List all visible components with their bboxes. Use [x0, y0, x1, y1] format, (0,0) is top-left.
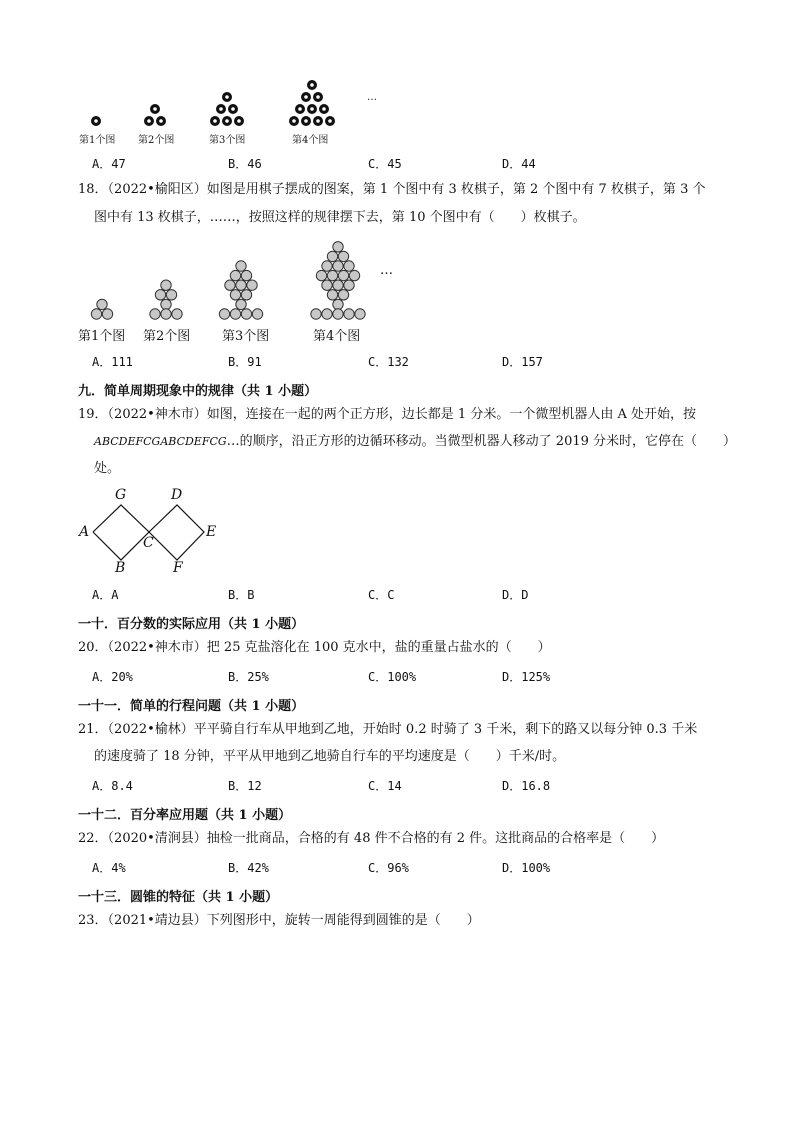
- q18-caption-2: 第2个图: [143, 329, 191, 344]
- q18-option-d[interactable]: D．157: [502, 355, 543, 369]
- q19-option-a[interactable]: A．A: [92, 588, 119, 602]
- q19-label-g: G: [115, 487, 127, 503]
- q19-label-e: E: [206, 524, 217, 540]
- q19-label-d: D: [171, 487, 183, 503]
- q17-caption-4: 第4个图: [292, 135, 329, 146]
- q23-text-line-1: 23．（2021•靖边县）下列图形中，旋转一周能得到圆锥的是（ ）: [78, 913, 480, 928]
- q17-caption-3: 第3个图: [209, 135, 246, 146]
- q18-option-b[interactable]: B．91: [228, 355, 262, 369]
- q20-option-c[interactable]: C．100%: [368, 670, 417, 684]
- q22-option-a[interactable]: A．4%: [92, 861, 126, 875]
- q18-text-line-2: 图中有 13 枚棋子，……，按照这样的规律摆下去，第 10 个图中有（ ）枚棋子。: [94, 210, 586, 225]
- q18-text-line-1: 18．（2022•榆阳区）如图是用棋子摆成的图案，第 1 个图中有 3 枚棋子，第 2 个图中有 7 枚棋子，第 3 个: [78, 182, 706, 197]
- q19-label-a: A: [79, 524, 90, 540]
- q18-caption-1: 第1个图: [78, 329, 126, 344]
- q19-sequence: ABCDEFCGABCDEFCG: [94, 435, 227, 448]
- section-13-heading: 一十三．圆锥的特征（共 1 小题）: [78, 890, 279, 905]
- q22-option-c[interactable]: C．96%: [368, 861, 409, 875]
- q19-left-square: [93, 505, 149, 560]
- q19-option-d[interactable]: D．D: [502, 588, 529, 602]
- q19-text-line-3: 处。: [94, 461, 121, 476]
- q17-option-a[interactable]: A．47: [92, 157, 126, 171]
- q17-ellipsis: …: [367, 92, 377, 103]
- q19-label-c: C: [143, 535, 154, 551]
- q21-option-a[interactable]: A．8.4: [92, 779, 133, 793]
- q17-caption-1: 第1个图: [79, 135, 116, 146]
- q20-option-d[interactable]: D．125%: [502, 670, 551, 684]
- q19-label-b: B: [115, 560, 126, 576]
- q18-option-a[interactable]: A．111: [92, 355, 133, 369]
- q17-option-b[interactable]: B．46: [228, 157, 262, 171]
- q22-text-line-1: 22．（2020•清涧县）抽检一批商品，合格的有 48 件不合格的有 2 件。这批商品的合格率是（ ）: [78, 831, 665, 846]
- q18-ellipsis: …: [380, 263, 393, 278]
- q20-option-b[interactable]: B．25%: [228, 670, 269, 684]
- q19-right-square: [149, 505, 204, 560]
- q18-caption-3: 第3个图: [222, 329, 270, 344]
- q21-option-d[interactable]: D．16.8: [502, 779, 551, 793]
- q21-text-line-1: 21．（2022•榆林）平平骑自行车从甲地到乙地，开始时 0.2 时骑了 3 千米，剩下的路又以每分钟 0.3 千米: [78, 722, 698, 737]
- q19-text-line-1: 19．（2022•神木市）如图，连接在一起的两个正方形，边长都是 1 分米。一个微型机器人由 A 处开始，按: [78, 407, 696, 422]
- q17-caption-2: 第2个图: [138, 135, 175, 146]
- q18-caption-4: 第4个图: [313, 329, 361, 344]
- section-11-heading: 一十一．简单的行程问题（共 1 小题）: [78, 699, 305, 714]
- q21-option-c[interactable]: C．14: [368, 779, 402, 793]
- q21-option-b[interactable]: B．12: [228, 779, 262, 793]
- q22-option-b[interactable]: B．42%: [228, 861, 269, 875]
- q21-text-line-2: 的速度骑了 18 分钟，平平从甲地到乙地骑自行车的平均速度是（ ）千米/时。: [94, 749, 566, 764]
- section-12-heading: 一十二．百分率应用题（共 1 小题）: [78, 808, 292, 823]
- q20-text-line-1: 20．（2022•神木市）把 25 克盐溶化在 100 克水中，盐的重量占盐水的（ ）: [78, 640, 551, 655]
- section-9-heading: 九．简单周期现象中的规律（共 1 小题）: [78, 384, 318, 399]
- q17-option-d[interactable]: D．44: [502, 157, 536, 171]
- q19-option-c[interactable]: C．C: [368, 588, 395, 602]
- section-10-heading: 一十．百分数的实际应用（共 1 小题）: [78, 617, 305, 632]
- q18-option-c[interactable]: C．132: [368, 355, 409, 369]
- q20-option-a[interactable]: A．20%: [92, 670, 133, 684]
- q19-option-b[interactable]: B．B: [228, 588, 255, 602]
- q17-option-c[interactable]: C．45: [368, 157, 402, 171]
- q19-label-f: F: [173, 560, 183, 576]
- q22-option-d[interactable]: D．100%: [502, 861, 551, 875]
- q19-text-line-2-rest: …的顺序，沿正方形的边循环移动。当微型机器人移动了 2019 分米时，它停在（ ）: [226, 434, 737, 449]
